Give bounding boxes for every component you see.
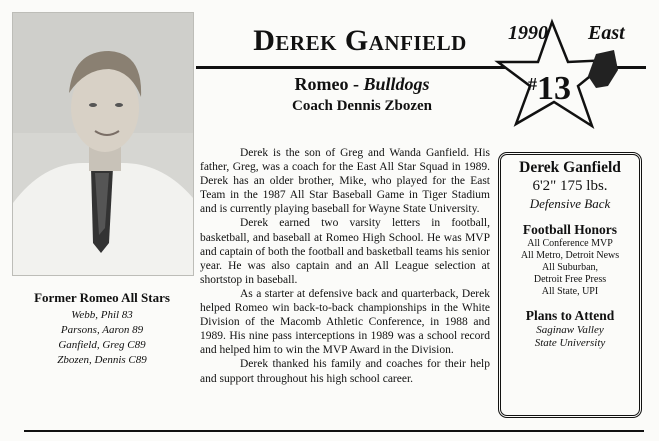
jersey-star-area (492, 10, 652, 160)
plans-item: Saginaw Valley (536, 324, 604, 336)
honor-item: Detroit Free Press (533, 274, 607, 285)
alumni-item: Zbozen, Dennis C89 (57, 354, 147, 366)
school-line (222, 74, 502, 95)
jersey-number-value: 13 (537, 70, 571, 107)
plans-item: State University (534, 337, 606, 349)
alumni-item: Parsons, Aaron 89 (60, 324, 144, 336)
bio-paragraph: Derek is the son of Greg and Wanda Ganfield. His father, Greg, was a coach for the East All Star Squad in 1989. Derek has an older brother, Mike, who played for the East Team in the 1987 All Star Baseball Game in Tiger Stadium and is currently playing baseball for Wayne State University. (200, 147, 490, 216)
footer-rule (24, 430, 644, 432)
former-all-stars (12, 290, 192, 368)
honor-item: All State, UPI (541, 286, 599, 297)
card-height-weight: 6'2" 175 lbs. (532, 178, 608, 194)
bio-paragraph: Derek earned two varsity letters in football, basketball, and baseball at Romeo High School. He was MVP and captain of both the football and basketball teams his senior year. He was also captain and an All League selection at shortstop in baseball. (200, 217, 490, 286)
bio-paragraph: Derek thanked his family and coaches for their help and support throughout his high school career. (200, 358, 490, 385)
school-mascot: Bulldogs (363, 74, 430, 94)
former-all-stars-title: Former Romeo All Stars (34, 290, 170, 305)
coach-name: Coach Dennis Zbozen (291, 98, 433, 114)
bio-paragraph: As a starter at defensive back and quarterback, Derek helped Romeo win back-to-back championships in the White Division of the Macomb Athletic Conference, in 1988 and 1989. His nine pass interceptions in 1989 was a school record and helped him to win the MVP Award in the Division. (200, 287, 490, 357)
player-biography (200, 146, 490, 386)
alumni-item: Webb, Phil 83 (71, 309, 133, 321)
alumni-item: Ganfield, Greg C89 (58, 339, 146, 351)
player-name: Derek Ganfield (253, 24, 467, 57)
jersey-hash: # (528, 74, 537, 94)
honor-item: All Conference MVP (527, 238, 613, 249)
school-separator: - (348, 74, 364, 94)
plans-title: Plans to Attend (525, 308, 615, 323)
michigan-map-icon (588, 50, 618, 88)
player-info-card (498, 152, 642, 418)
football-honors-title: Football Honors (522, 222, 618, 237)
card-player-name: Derek Ganfield (519, 159, 621, 176)
player-photo (12, 12, 194, 276)
honor-item: All Metro, Detroit News (520, 250, 620, 261)
card-position: Defensive Back (529, 196, 611, 211)
school-name: Romeo (294, 74, 349, 94)
team-name: East (588, 22, 625, 44)
honor-item: All Suburban, (541, 262, 599, 273)
jersey-number (528, 70, 571, 108)
season-year: 1990 (508, 22, 548, 44)
